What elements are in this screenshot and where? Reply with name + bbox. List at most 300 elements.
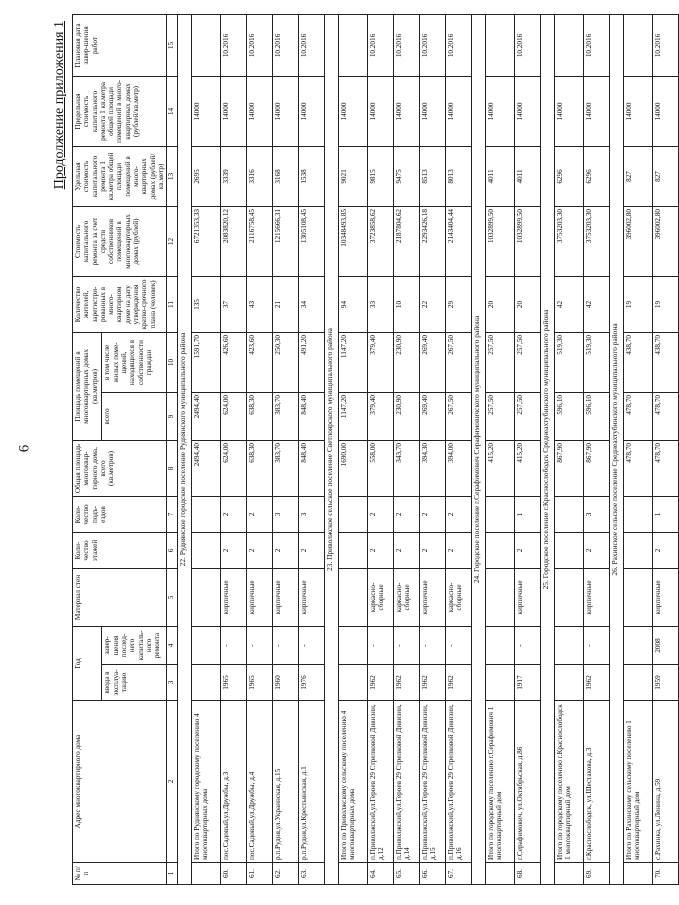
table-cell: 6296 (555, 146, 584, 206)
table-cell: - (420, 626, 446, 664)
table-cell (624, 863, 653, 885)
table-cell: п.Приволжский,ул.Героев 29 Стрелковой Дивизии, д.16 (446, 701, 472, 863)
total-row (339, 14, 368, 884)
table-cell: 2 (221, 496, 247, 532)
table-cell: кирпичные (221, 568, 247, 626)
table-cell: каркасно-сборные (368, 568, 394, 626)
section-row (472, 14, 486, 884)
header-area-total: всего (102, 392, 167, 440)
table-cell: 3339 (221, 146, 247, 206)
table-cell (624, 532, 653, 568)
header-total-area: Общая площадь многоквар-тирного дома, всего (кв.метров) (73, 440, 167, 496)
table-cell: 10.2016 (247, 14, 273, 76)
table-cell: - (273, 626, 299, 664)
section-row (610, 14, 624, 884)
table-cell (486, 568, 515, 626)
table-cell (192, 14, 221, 76)
repair-plan-table (72, 14, 679, 885)
table-cell: 1962 (446, 665, 472, 701)
table-cell: 3316 (247, 146, 273, 206)
table-cell (192, 665, 221, 701)
table-cell: 67. (446, 863, 472, 885)
table-cell: 10.2016 (299, 14, 325, 76)
table-cell: кирпичные (653, 568, 679, 626)
table-cell: 396002,80 (624, 206, 653, 276)
header-max-unit-cost: Предельная стоимость капитального ремонта 1 кв.метра общей площади помещений в много-квартирных домах (рублей/кв.метр) (73, 76, 167, 146)
table-cell: 10.2016 (273, 14, 299, 76)
appendix-title: Продолжение приложения 1 (52, 21, 67, 190)
table-cell: 1976 (299, 665, 325, 701)
table-cell: 33 (368, 276, 394, 332)
table-cell: 3723858,62 (368, 206, 394, 276)
table-cell: 396002,80 (653, 206, 679, 276)
table-cell: 10.2016 (653, 14, 679, 76)
table-cell: 596,10 (555, 392, 584, 440)
table-cell: 14000 (273, 76, 299, 146)
header-residents: Количество жителей, зарегистри-рованных в много-квартирном доме на дату утверждения кратко-срочного плана (человек) (73, 276, 167, 332)
table-cell: 43 (247, 276, 273, 332)
table-cell: 394,00 (446, 440, 472, 496)
table-cell: 69. (584, 863, 610, 885)
table-cell: 478,70 (653, 392, 679, 440)
column-number: 12 (167, 206, 178, 276)
table-cell: 250,30 (273, 332, 299, 392)
table-cell: 10.2016 (221, 14, 247, 76)
table-cell: 14000 (299, 76, 325, 146)
table-cell: Итого по городскому поселению г.Серафимович 1 многоквартирный дом (486, 701, 515, 863)
table-cell: 10.2016 (515, 14, 541, 76)
table-cell: 3 (299, 496, 325, 532)
table-cell: 22 (420, 276, 446, 332)
table-cell: 867,90 (555, 440, 584, 496)
column-number: 2 (167, 701, 178, 863)
table-cell: 1917 (515, 665, 541, 701)
total-row (624, 14, 653, 884)
table-cell: 20 (515, 276, 541, 332)
table-cell: 14000 (368, 76, 394, 146)
section-row (541, 14, 555, 884)
table-cell (486, 665, 515, 701)
table-cell: 379,40 (368, 332, 394, 392)
table-cell: 267,50 (446, 332, 472, 392)
table-cell: 1690,00 (339, 440, 368, 496)
rotated-page (52, 15, 663, 885)
table-cell: 1147,20 (339, 392, 368, 440)
table-cell: 42 (555, 276, 584, 332)
table-cell: 478,70 (624, 440, 653, 496)
table-cell: 379,40 (368, 392, 394, 440)
table-cell: 20 (486, 276, 515, 332)
table-cell (192, 568, 221, 626)
table-cell: 94 (339, 276, 368, 332)
table-cell: 66. (420, 863, 446, 885)
table-cell: кирпичные (420, 568, 446, 626)
table-cell: 827 (624, 146, 653, 206)
table-cell: 37 (221, 276, 247, 332)
table-cell: - (299, 626, 325, 664)
table-cell (339, 568, 368, 626)
table-cell: 10 (394, 276, 420, 332)
column-number: 6 (167, 532, 178, 568)
table-cell: 42 (584, 276, 610, 332)
header-premises-area: Площадь помещений в многоквартирных домах (кв.метров) (73, 332, 102, 440)
table-cell: 14000 (446, 76, 472, 146)
table-cell: 519,30 (584, 332, 610, 392)
table-row (394, 14, 420, 884)
section-row (325, 14, 339, 884)
table-cell (486, 532, 515, 568)
table-cell (192, 863, 221, 885)
table-cell: 63. (299, 863, 325, 885)
section-title: 25. Городское поселение г.Краснослободск Среднеахтубинского муниципального района (541, 14, 555, 884)
table-cell: п.Приволжский,ул.Героев 29 Стрелковой Дивизии, д.15 (420, 701, 446, 863)
table-cell (339, 532, 368, 568)
table-cell: 558,00 (368, 440, 394, 496)
table-cell: Итого по Приволжскому сельскому поселению 4 многоквартирных дома (339, 701, 368, 863)
table-cell (339, 863, 368, 885)
table-cell: 1 (515, 496, 541, 532)
table-cell: 21 (273, 276, 299, 332)
table-cell (555, 626, 584, 664)
table-cell: 2 (653, 532, 679, 568)
table-cell: 257,50 (515, 392, 541, 440)
table-cell: 4011 (515, 146, 541, 206)
table-cell: 2 (247, 496, 273, 532)
table-cell: 19 (624, 276, 653, 332)
table-cell: 14000 (555, 76, 584, 146)
table-cell: 2 (221, 532, 247, 568)
header-area-residential: в том числе жилых поме-щений, находящихся в собственности граждан (102, 332, 167, 392)
table-cell (624, 14, 653, 76)
table-cell (555, 532, 584, 568)
table-cell (624, 626, 653, 664)
table-cell: 257,50 (486, 392, 515, 440)
table-cell: 1962 (368, 665, 394, 701)
header-entrances: Коли-чество подъ-ездов (73, 496, 167, 532)
page-number: 6 (16, 444, 33, 453)
table-cell: Итого по городскому поселению г.Краснослободск 1 многоквартирный дом (555, 701, 584, 863)
column-number: 10 (167, 332, 178, 392)
table-row (299, 14, 325, 884)
table-cell: 10.2016 (420, 14, 446, 76)
table-cell (624, 665, 653, 701)
table-cell: 519,30 (555, 332, 584, 392)
table-body (167, 14, 679, 884)
table-cell: 2 (273, 532, 299, 568)
column-number: 8 (167, 440, 178, 496)
table-cell (555, 496, 584, 532)
table-row (653, 14, 679, 884)
table-cell: 2 (515, 532, 541, 568)
table-cell: р.п.Рудня,ул.Украинская, д.15 (273, 701, 299, 863)
column-number: 4 (167, 626, 178, 664)
table-cell: 2494,40 (192, 440, 221, 496)
total-row (486, 14, 515, 884)
table-cell: 60. (221, 863, 247, 885)
table-cell: п.Приволжский,ул.Героев 29 Стрелковой Дивизии, д.12 (368, 701, 394, 863)
table-cell: 14000 (624, 76, 653, 146)
table-cell: 1591,70 (192, 332, 221, 392)
table-cell: 1965 (221, 665, 247, 701)
table-row (446, 14, 472, 884)
table-cell: 2 (394, 532, 420, 568)
table-cell: 1965 (247, 665, 273, 701)
table-cell: 14000 (486, 76, 515, 146)
table-cell: 10.2016 (394, 14, 420, 76)
table-cell: 2 (299, 532, 325, 568)
table-cell: 2 (584, 532, 610, 568)
table-cell: 415,20 (486, 440, 515, 496)
column-number: 13 (167, 146, 178, 206)
table-cell: 6296 (584, 146, 610, 206)
table-cell: 2494,40 (192, 392, 221, 440)
table-cell (192, 496, 221, 532)
table-cell: 1305108,45 (299, 206, 325, 276)
table-cell: 2008 (653, 626, 679, 664)
table-cell (486, 863, 515, 885)
table-row (420, 14, 446, 884)
table-cell: 2695 (192, 146, 221, 206)
table-cell: 2083820,12 (221, 206, 247, 276)
table-cell: 867,90 (584, 440, 610, 496)
table-cell (486, 496, 515, 532)
table-cell: кирпичные (273, 568, 299, 626)
table-cell: - (394, 626, 420, 664)
table-cell: - (515, 626, 541, 664)
table-cell: р.п.Рудня,ул.Крестьянская, д.1 (299, 701, 325, 863)
table-cell (555, 568, 584, 626)
table-cell: 1962 (394, 665, 420, 701)
table-row (515, 14, 541, 884)
column-number: 14 (167, 76, 178, 146)
table-cell: 3 (273, 496, 299, 532)
table-cell (192, 626, 221, 664)
table-cell: 1032899,50 (515, 206, 541, 276)
table-cell: 1032899,50 (486, 206, 515, 276)
table-cell: пос.Садовый,ул.Дружбы, д.4 (247, 701, 273, 863)
table-cell: 438,70 (624, 332, 653, 392)
table-cell: 2 (420, 496, 446, 532)
table-cell (624, 496, 653, 532)
table-cell: 1 (653, 496, 679, 532)
table-cell: 394,30 (420, 440, 446, 496)
table-cell: пос.Садовый,ул.Дружбы, д.3 (221, 701, 247, 863)
header-commission-year: ввода в эксплуа-тацию (102, 665, 167, 701)
table-cell: - (446, 626, 472, 664)
table-cell: 9021 (339, 146, 368, 206)
table-cell: 9475 (394, 146, 420, 206)
table-cell: 478,70 (653, 440, 679, 496)
table-cell: 6721353,33 (192, 206, 221, 276)
table-cell: 10.2016 (368, 14, 394, 76)
table-cell: 29 (446, 276, 472, 332)
table-cell: 65. (394, 863, 420, 885)
table-cell: 14000 (192, 76, 221, 146)
table-cell (555, 14, 584, 76)
table-cell: 1960 (273, 665, 299, 701)
column-number: 9 (167, 392, 178, 440)
table-cell: 14000 (515, 76, 541, 146)
column-number: 11 (167, 276, 178, 332)
table-cell: кирпичные (515, 568, 541, 626)
table-cell: 10.2016 (584, 14, 610, 76)
table-cell: - (584, 626, 610, 664)
table-row (368, 14, 394, 884)
table-cell (192, 532, 221, 568)
table-row (273, 14, 299, 884)
header-floors: Коли-чество этажей (73, 532, 167, 568)
header-address: Адрес многоквартирного дома (73, 701, 167, 863)
table-cell: 34 (299, 276, 325, 332)
column-number: 1 (167, 863, 178, 885)
header-last-repair-year: завер-шения послед-него капиталь-ного ремонта (102, 626, 167, 664)
column-number: 7 (167, 496, 178, 532)
table-cell (486, 14, 515, 76)
section-title: 22. Руднянское городское поселение Руднянского муниципального района (178, 14, 192, 884)
section-title: 26. Рахинское сельское поселение Среднеахтубинского муниципального района (610, 14, 624, 884)
table-cell: 10348493,85 (339, 206, 368, 276)
table-cell: 596,10 (584, 392, 610, 440)
table-cell: 2293426,18 (420, 206, 446, 276)
table-cell: 64. (368, 863, 394, 885)
header-repair-cost: Стоимость капитального ремонта за счет средств собственников помещений в многоквартирных домах (рублей) (73, 206, 167, 276)
table-cell: 2 (247, 532, 273, 568)
table-cell: 3168 (273, 146, 299, 206)
table-cell: 478,70 (624, 392, 653, 440)
column-numbers-row (167, 14, 178, 884)
table-cell: 426,60 (221, 332, 247, 392)
table-cell: 68. (515, 863, 541, 885)
table-row (221, 14, 247, 884)
table-cell (555, 665, 584, 701)
total-row (555, 14, 584, 884)
table-cell: 2 (446, 532, 472, 568)
section-title: 24. Городское поселение г.Серафимович Серафимовичского муниципального района (472, 14, 486, 884)
section-title: 23. Приволжское сельское поселение Светлоярского муниципального района (325, 14, 339, 884)
table-cell: 9815 (368, 146, 394, 206)
table-cell: 14000 (653, 76, 679, 146)
table-cell: 269,40 (420, 392, 446, 440)
table-cell (555, 863, 584, 885)
table-cell: 14000 (339, 76, 368, 146)
table-cell (339, 14, 368, 76)
table-cell: 343,70 (394, 440, 420, 496)
table-cell (339, 665, 368, 701)
table-cell (624, 568, 653, 626)
table-cell: 2 (368, 496, 394, 532)
column-number: 3 (167, 665, 178, 701)
table-cell: г.Серафимович, ул.Октябрьская, д.86 (515, 701, 541, 863)
column-number: 15 (167, 14, 178, 76)
table-cell: 1147,20 (339, 332, 368, 392)
table-row (247, 14, 273, 884)
table-cell: 8513 (420, 146, 446, 206)
table-cell: 230,90 (394, 332, 420, 392)
header-number: № п/п (73, 863, 167, 885)
table-cell: 257,50 (515, 332, 541, 392)
table-cell: 624,00 (221, 392, 247, 440)
table-cell: - (221, 626, 247, 664)
table-cell: 1962 (420, 665, 446, 701)
table-cell: 269,40 (420, 332, 446, 392)
table-row (584, 14, 610, 884)
table-cell: Итого по Рахинскому сельскому поселению 1 многоквартирный дом (624, 701, 653, 863)
table-cell: 2 (394, 496, 420, 532)
table-cell (339, 496, 368, 532)
table-cell: каркасно-сборные (446, 568, 472, 626)
table-cell (339, 626, 368, 664)
table-cell: 848,40 (299, 392, 325, 440)
header-year: Год (73, 626, 102, 700)
table-cell: 827 (653, 146, 679, 206)
table-cell: 61. (247, 863, 273, 885)
table-cell: 1962 (584, 665, 610, 701)
table-cell: 62. (273, 863, 299, 885)
table-cell: 14000 (221, 76, 247, 146)
table-cell: 3 (584, 496, 610, 532)
table-cell: 1215666,31 (273, 206, 299, 276)
table-cell: кирпичные (247, 568, 273, 626)
table-cell: 14000 (247, 76, 273, 146)
table-cell: 19 (653, 276, 679, 332)
table-cell: 8013 (446, 146, 472, 206)
table-cell: 2116758,45 (247, 206, 273, 276)
header-wall-material: Материал стен (73, 568, 167, 626)
table-cell: 2187804,62 (394, 206, 420, 276)
table-cell: 1959 (653, 665, 679, 701)
table-cell: 2 (446, 496, 472, 532)
table-cell: кирпичные (584, 568, 610, 626)
table-cell: кирпичные (299, 568, 325, 626)
table-cell: 4011 (486, 146, 515, 206)
table-cell: 14000 (584, 76, 610, 146)
table-cell: 423,60 (247, 332, 273, 392)
table-cell: 848,40 (299, 440, 325, 496)
table-cell: - (368, 626, 394, 664)
table-cell: 3753203,30 (584, 206, 610, 276)
table-cell: 2 (420, 532, 446, 568)
table-cell: 383,70 (273, 392, 299, 440)
table-cell: 14000 (420, 76, 446, 146)
section-row (178, 14, 192, 884)
table-cell: 2 (368, 532, 394, 568)
header-completion-date: Плановая дата завер-шения работ (73, 14, 167, 76)
table-cell: п.Приволжский,ул.Героев 29 Стрелковой Дивизии, д.14 (394, 701, 420, 863)
table-cell: 135 (192, 276, 221, 332)
table-cell: 10.2016 (446, 14, 472, 76)
table-cell: 14000 (394, 76, 420, 146)
table-cell: г.Краснослободск, ул.Шестакова, д.3 (584, 701, 610, 863)
table-cell: 438,70 (653, 332, 679, 392)
table-cell: 638,30 (247, 392, 273, 440)
table-cell: - (247, 626, 273, 664)
table-cell: 2143404,44 (446, 206, 472, 276)
table-cell: 624,00 (221, 440, 247, 496)
table-cell: 638,30 (247, 440, 273, 496)
table-cell: 1538 (299, 146, 325, 206)
table-cell: 3753203,30 (555, 206, 584, 276)
table-cell: 70. (653, 863, 679, 885)
table-cell: каркасно-сборные (394, 568, 420, 626)
table-cell: 267,50 (446, 392, 472, 440)
table-cell (486, 626, 515, 664)
column-number: 5 (167, 568, 178, 626)
table-cell: 383,70 (273, 440, 299, 496)
table-cell: 230,90 (394, 392, 420, 440)
table-cell: 491,20 (299, 332, 325, 392)
table-cell: 415,20 (515, 440, 541, 496)
header-unit-cost: Удельная стоимость капитального ремонта 1 кв.метра общей площади помещений в много-квартирных домах (рублей/кв.метр) (73, 146, 167, 206)
